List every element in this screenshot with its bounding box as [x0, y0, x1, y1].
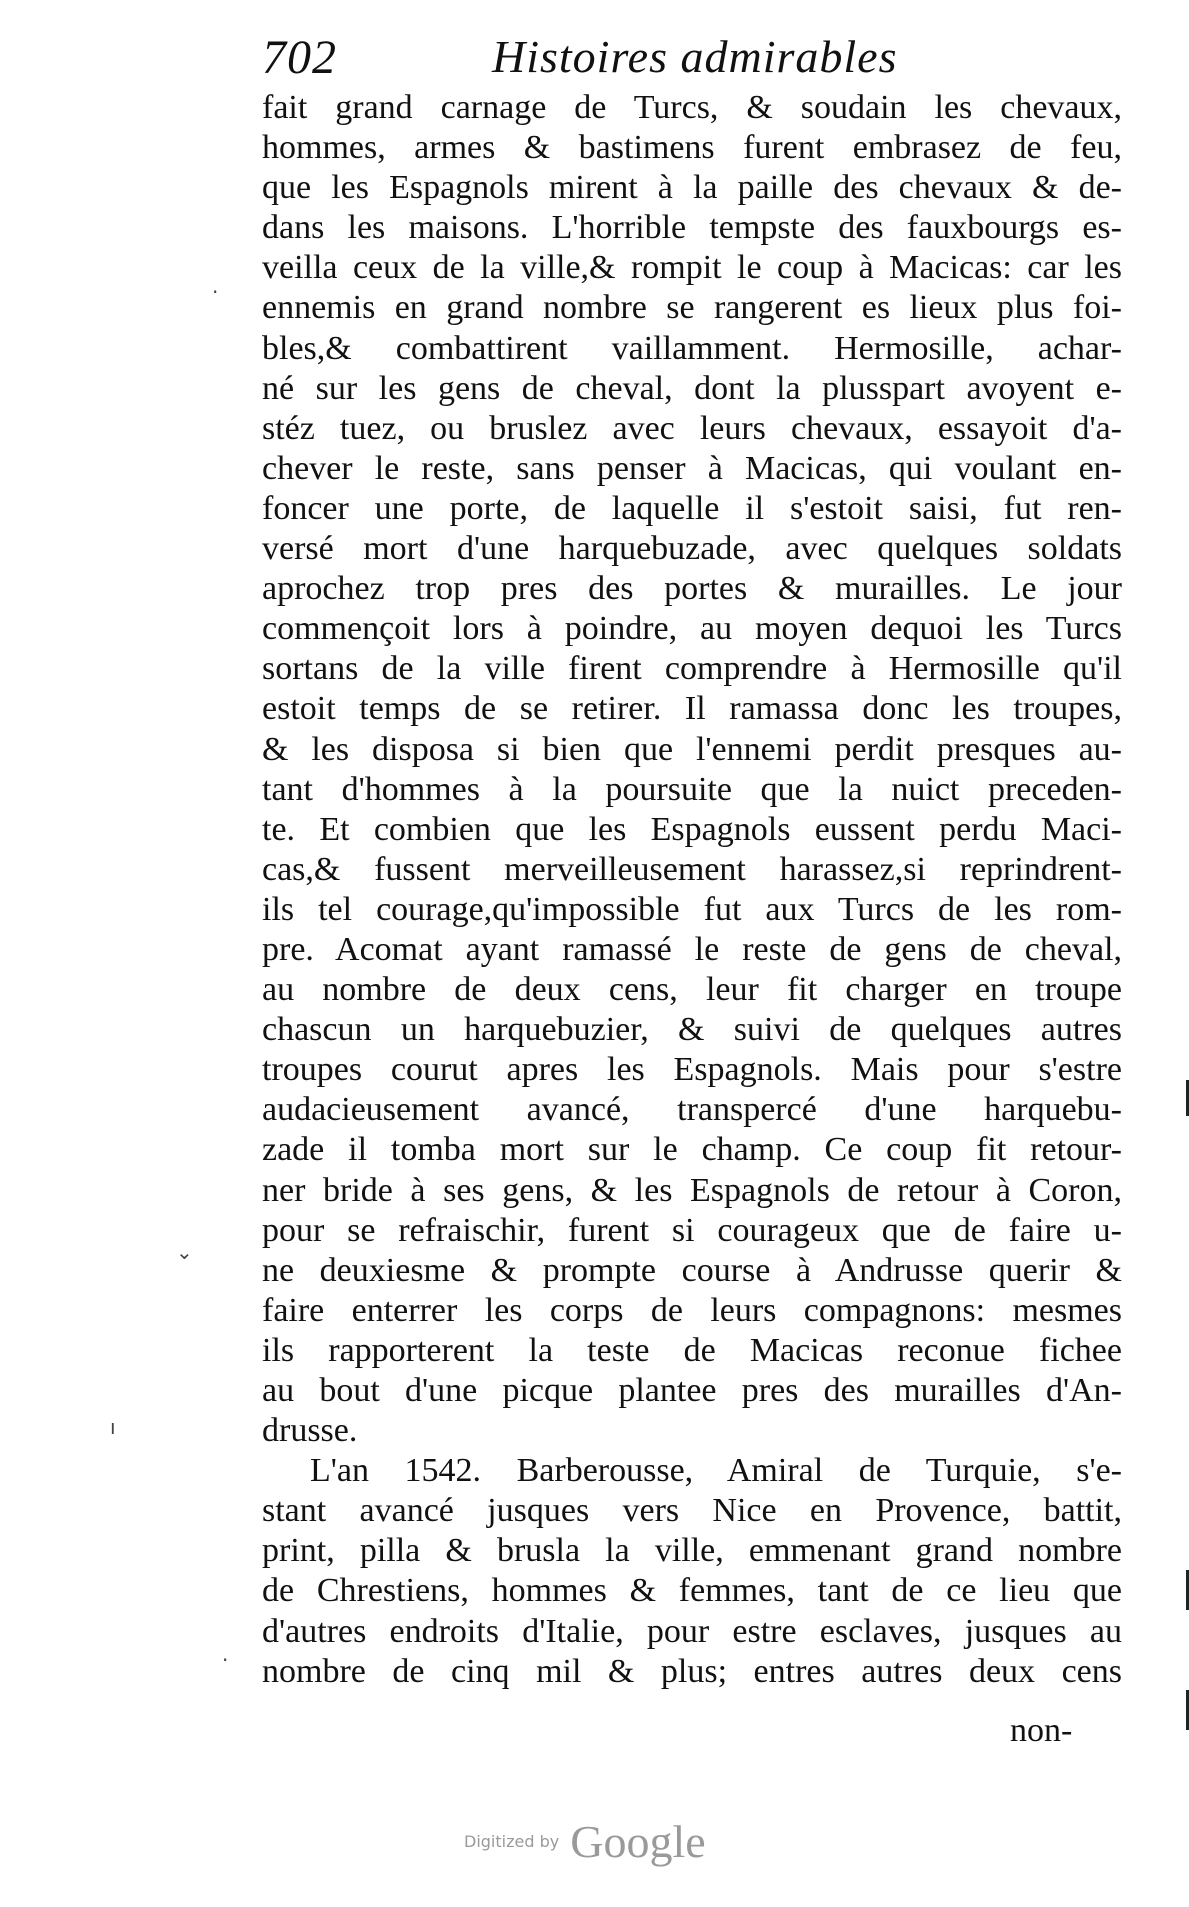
text-line: au nombre de deux cens, leur fit charger en troupe [262, 971, 1122, 1009]
catchword: non- [1010, 1712, 1073, 1749]
text-line: hommes, armes & bastimens furent embrasez de feu, [262, 129, 1122, 167]
text-line: veilla ceux de la ville,& rompit le coup à Macicas: car les [262, 249, 1122, 287]
text-line: te. Et combien que les Espagnols eussent perdu Maci- [262, 810, 1122, 848]
text-line: chascun un harquebuzier, & suivi de quelques autres [262, 1011, 1122, 1049]
text-line: fait grand carnage de Turcs, & soudain les chevaux, [262, 89, 1122, 126]
text-line: pre. Acomat ayant ramassé le reste de gens de cheval, [262, 930, 1122, 968]
text-line: versé mort d'une harquebuzade, avec quelques soldats [262, 530, 1122, 568]
text-line: aprochez trop pres des portes & murailles. Le jour [262, 570, 1122, 608]
text-line: ner bride à ses gens, & les Espagnols de retour à Coron, [262, 1171, 1122, 1209]
text-line: estoit temps de se retirer. Il ramassa donc les troupes, [262, 690, 1122, 728]
google-logo: Google [570, 1816, 706, 1867]
text-line: drusse. [262, 1412, 358, 1450]
text-line: pour se refraischir, furent si courageux que de faire u- [262, 1211, 1122, 1249]
text-line: stant avancé jusques vers Nice en Provence, battit, [262, 1492, 1122, 1530]
text-line: ils tel courage,qu'impossible fut aux Turcs de les rom- [262, 890, 1122, 928]
text-line: print, pilla & brusla la ville, emmenant grand nombre [262, 1532, 1122, 1570]
text-line: dans les maisons. L'horrible tempste des fauxbourgs es- [262, 209, 1122, 247]
body-text [262, 88, 1122, 1692]
page-number: 702 [262, 31, 337, 84]
text-line: audacieusement avancé, transpercé d'une harquebu- [262, 1091, 1122, 1129]
margin-mark: · [212, 280, 219, 304]
text-line: L'an 1542. Barberousse, Amiral de Turquie, s'e- [310, 1452, 1122, 1490]
text-line: nombre de cinq mil & plus; entres autres deux cens [262, 1652, 1122, 1690]
text-line: chever le reste, sans penser à Macicas, qui voulant en- [262, 449, 1122, 487]
text-line: né sur les gens de cheval, dont la plusspart avoyent e- [262, 369, 1122, 407]
text-line: troupes courut apres les Espagnols. Mais pour s'estre [262, 1051, 1122, 1089]
text-line: ne deuxiesme & prompte course à Andrusse querir & [262, 1251, 1122, 1289]
margin-mark: · [222, 1648, 229, 1672]
text-line: au bout d'une picque plantee pres des murailles d'An- [262, 1372, 1122, 1409]
running-title: Histoires admirables [492, 31, 898, 82]
text-line: stéz tuez, ou bruslez avec leurs chevaux, essayoit d'a- [262, 409, 1122, 447]
watermark-prefix: Digitized by [464, 1832, 560, 1851]
text-line: que les Espagnols mirent à la paille des chevaux & de- [262, 169, 1122, 207]
digitized-watermark [464, 1815, 706, 1868]
text-line: d'autres endroits d'Italie, pour estre esclaves, jusques au [262, 1612, 1122, 1650]
text-line: foncer une porte, de laquelle il s'estoit saisi, fut ren- [262, 489, 1122, 527]
text-line: sortans de la ville firent comprendre à Hermosille qu'il [262, 650, 1122, 688]
text-line: ennemis en grand nombre se rangerent es lieux plus foi- [262, 289, 1122, 327]
text-line: tant d'hommes à la poursuite que la nuict preceden- [262, 770, 1122, 808]
margin-mark: ı [110, 1415, 116, 1439]
text-line: cas,& fussent merveilleusement harassez,si reprindrent- [262, 850, 1122, 888]
margin-mark: ⌄ [176, 1240, 193, 1264]
text-line: & les disposa si bien que l'ennemi perdit presques au- [262, 730, 1122, 768]
text-line: zade il tomba mort sur le champ. Ce coup fit retour- [262, 1131, 1122, 1169]
page-header [262, 22, 1142, 92]
text-line: de Chrestiens, hommes & femmes, tant de ce lieu que [262, 1572, 1122, 1610]
text-line: faire enterrer les corps de leurs compagnons: mesmes [262, 1291, 1122, 1329]
text-line: ils rapporterent la teste de Macicas reconue fichee [262, 1331, 1122, 1369]
text-line: commençoit lors à poindre, au moyen dequoi les Turcs [262, 610, 1122, 648]
text-line: bles,& combattirent vaillamment. Hermosille, achar- [262, 329, 1122, 367]
